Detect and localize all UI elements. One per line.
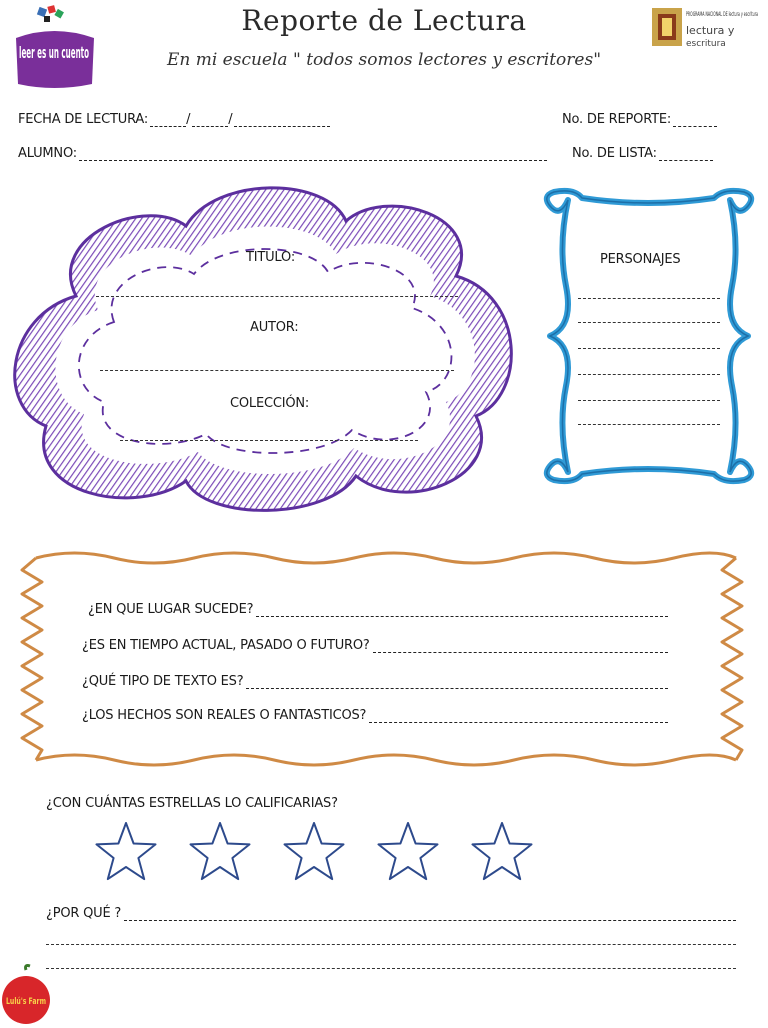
question-text: ¿LOS HECHOS SON REALES O FANTASTICOS? — [82, 708, 367, 723]
alumno-label: ALUMNO: — [18, 146, 77, 161]
question-text: ¿EN QUE LUGAR SUCEDE? — [88, 602, 254, 617]
fecha-sep: / — [228, 112, 233, 127]
answer-line[interactable] — [369, 712, 668, 723]
reporte-blank[interactable] — [673, 116, 717, 127]
question-text: ¿QUÉ TIPO DE TEXTO ES? — [82, 674, 244, 689]
fecha-label: FECHA DE LECTURA: — [18, 112, 149, 127]
footer-logo — [0, 964, 52, 1024]
page-subtitle: En mi escuela " todos somos lectores y escritores" — [166, 50, 602, 70]
fecha-day-blank[interactable] — [150, 116, 186, 127]
answer-line[interactable] — [256, 606, 668, 617]
question-row[interactable] — [82, 638, 668, 653]
question-text: ¿ES EN TIEMPO ACTUAL, PASADO O FUTURO? — [82, 638, 370, 653]
autor-line[interactable] — [100, 370, 454, 371]
star-5[interactable] — [473, 823, 532, 879]
lista-label: No. DE LISTA: — [572, 146, 657, 161]
personaje-line[interactable] — [578, 374, 720, 375]
star-3[interactable] — [285, 823, 344, 879]
personajes-frame — [538, 186, 760, 486]
personaje-line[interactable] — [578, 298, 720, 299]
stars-svg[interactable] — [86, 818, 546, 884]
logo-right-text: PROGRAMA NACIONAL DE lectura y escritura — [686, 11, 759, 18]
personaje-line[interactable] — [578, 424, 720, 425]
question-row[interactable] — [82, 674, 668, 689]
cloud-shape — [6, 176, 536, 516]
reporte-label: No. DE REPORTE: — [562, 112, 672, 127]
reporte-field[interactable] — [562, 112, 717, 127]
question-row[interactable] — [82, 708, 668, 723]
personaje-line[interactable] — [578, 348, 720, 349]
why-label: ¿POR QUÉ ? — [46, 906, 122, 921]
coleccion-label: COLECCIÓN: — [230, 396, 310, 411]
star-4[interactable] — [379, 823, 438, 879]
personajes-label: PERSONAJES — [600, 252, 681, 267]
wavy-frame-shape — [14, 544, 754, 774]
titulo-line[interactable] — [96, 296, 458, 297]
titulo-label: TITULO: — [246, 250, 295, 265]
alumno-blank[interactable] — [79, 150, 547, 161]
book-info-cloud — [6, 176, 536, 516]
why-line[interactable] — [124, 910, 736, 921]
fecha-year-blank[interactable] — [234, 116, 330, 127]
svg-text:escritura: escritura — [686, 39, 726, 49]
footer-logo-text: Lulú's Farm — [6, 997, 46, 1007]
question-row[interactable] — [88, 602, 668, 617]
personaje-line[interactable] — [578, 400, 720, 401]
autor-label: AUTOR: — [250, 320, 299, 335]
fecha-field[interactable] — [18, 112, 330, 127]
fecha-month-blank[interactable] — [192, 116, 228, 127]
star-2[interactable] — [191, 823, 250, 879]
questions-frame — [14, 544, 754, 774]
why-line[interactable] — [46, 968, 736, 969]
answer-line[interactable] — [246, 678, 668, 689]
star-1[interactable] — [97, 823, 156, 879]
coleccion-line[interactable] — [120, 440, 418, 441]
star-rating[interactable] — [86, 818, 546, 884]
frame-shape — [538, 186, 760, 486]
answer-line[interactable] — [373, 642, 668, 653]
alumno-field[interactable] — [18, 146, 547, 161]
why-row[interactable] — [46, 906, 736, 921]
page-title: Reporte de Lectura — [241, 4, 527, 37]
svg-text:lectura y: lectura y — [686, 24, 735, 37]
lista-blank[interactable] — [659, 150, 713, 161]
personaje-line[interactable] — [578, 322, 720, 323]
fecha-sep: / — [186, 112, 191, 127]
logo-left-text: leer es un cuento — [19, 43, 90, 62]
lista-field[interactable] — [572, 146, 713, 161]
why-line[interactable] — [46, 944, 736, 945]
rating-question: ¿CON CUÁNTAS ESTRELLAS LO CALIFICARIAS? — [46, 796, 338, 811]
